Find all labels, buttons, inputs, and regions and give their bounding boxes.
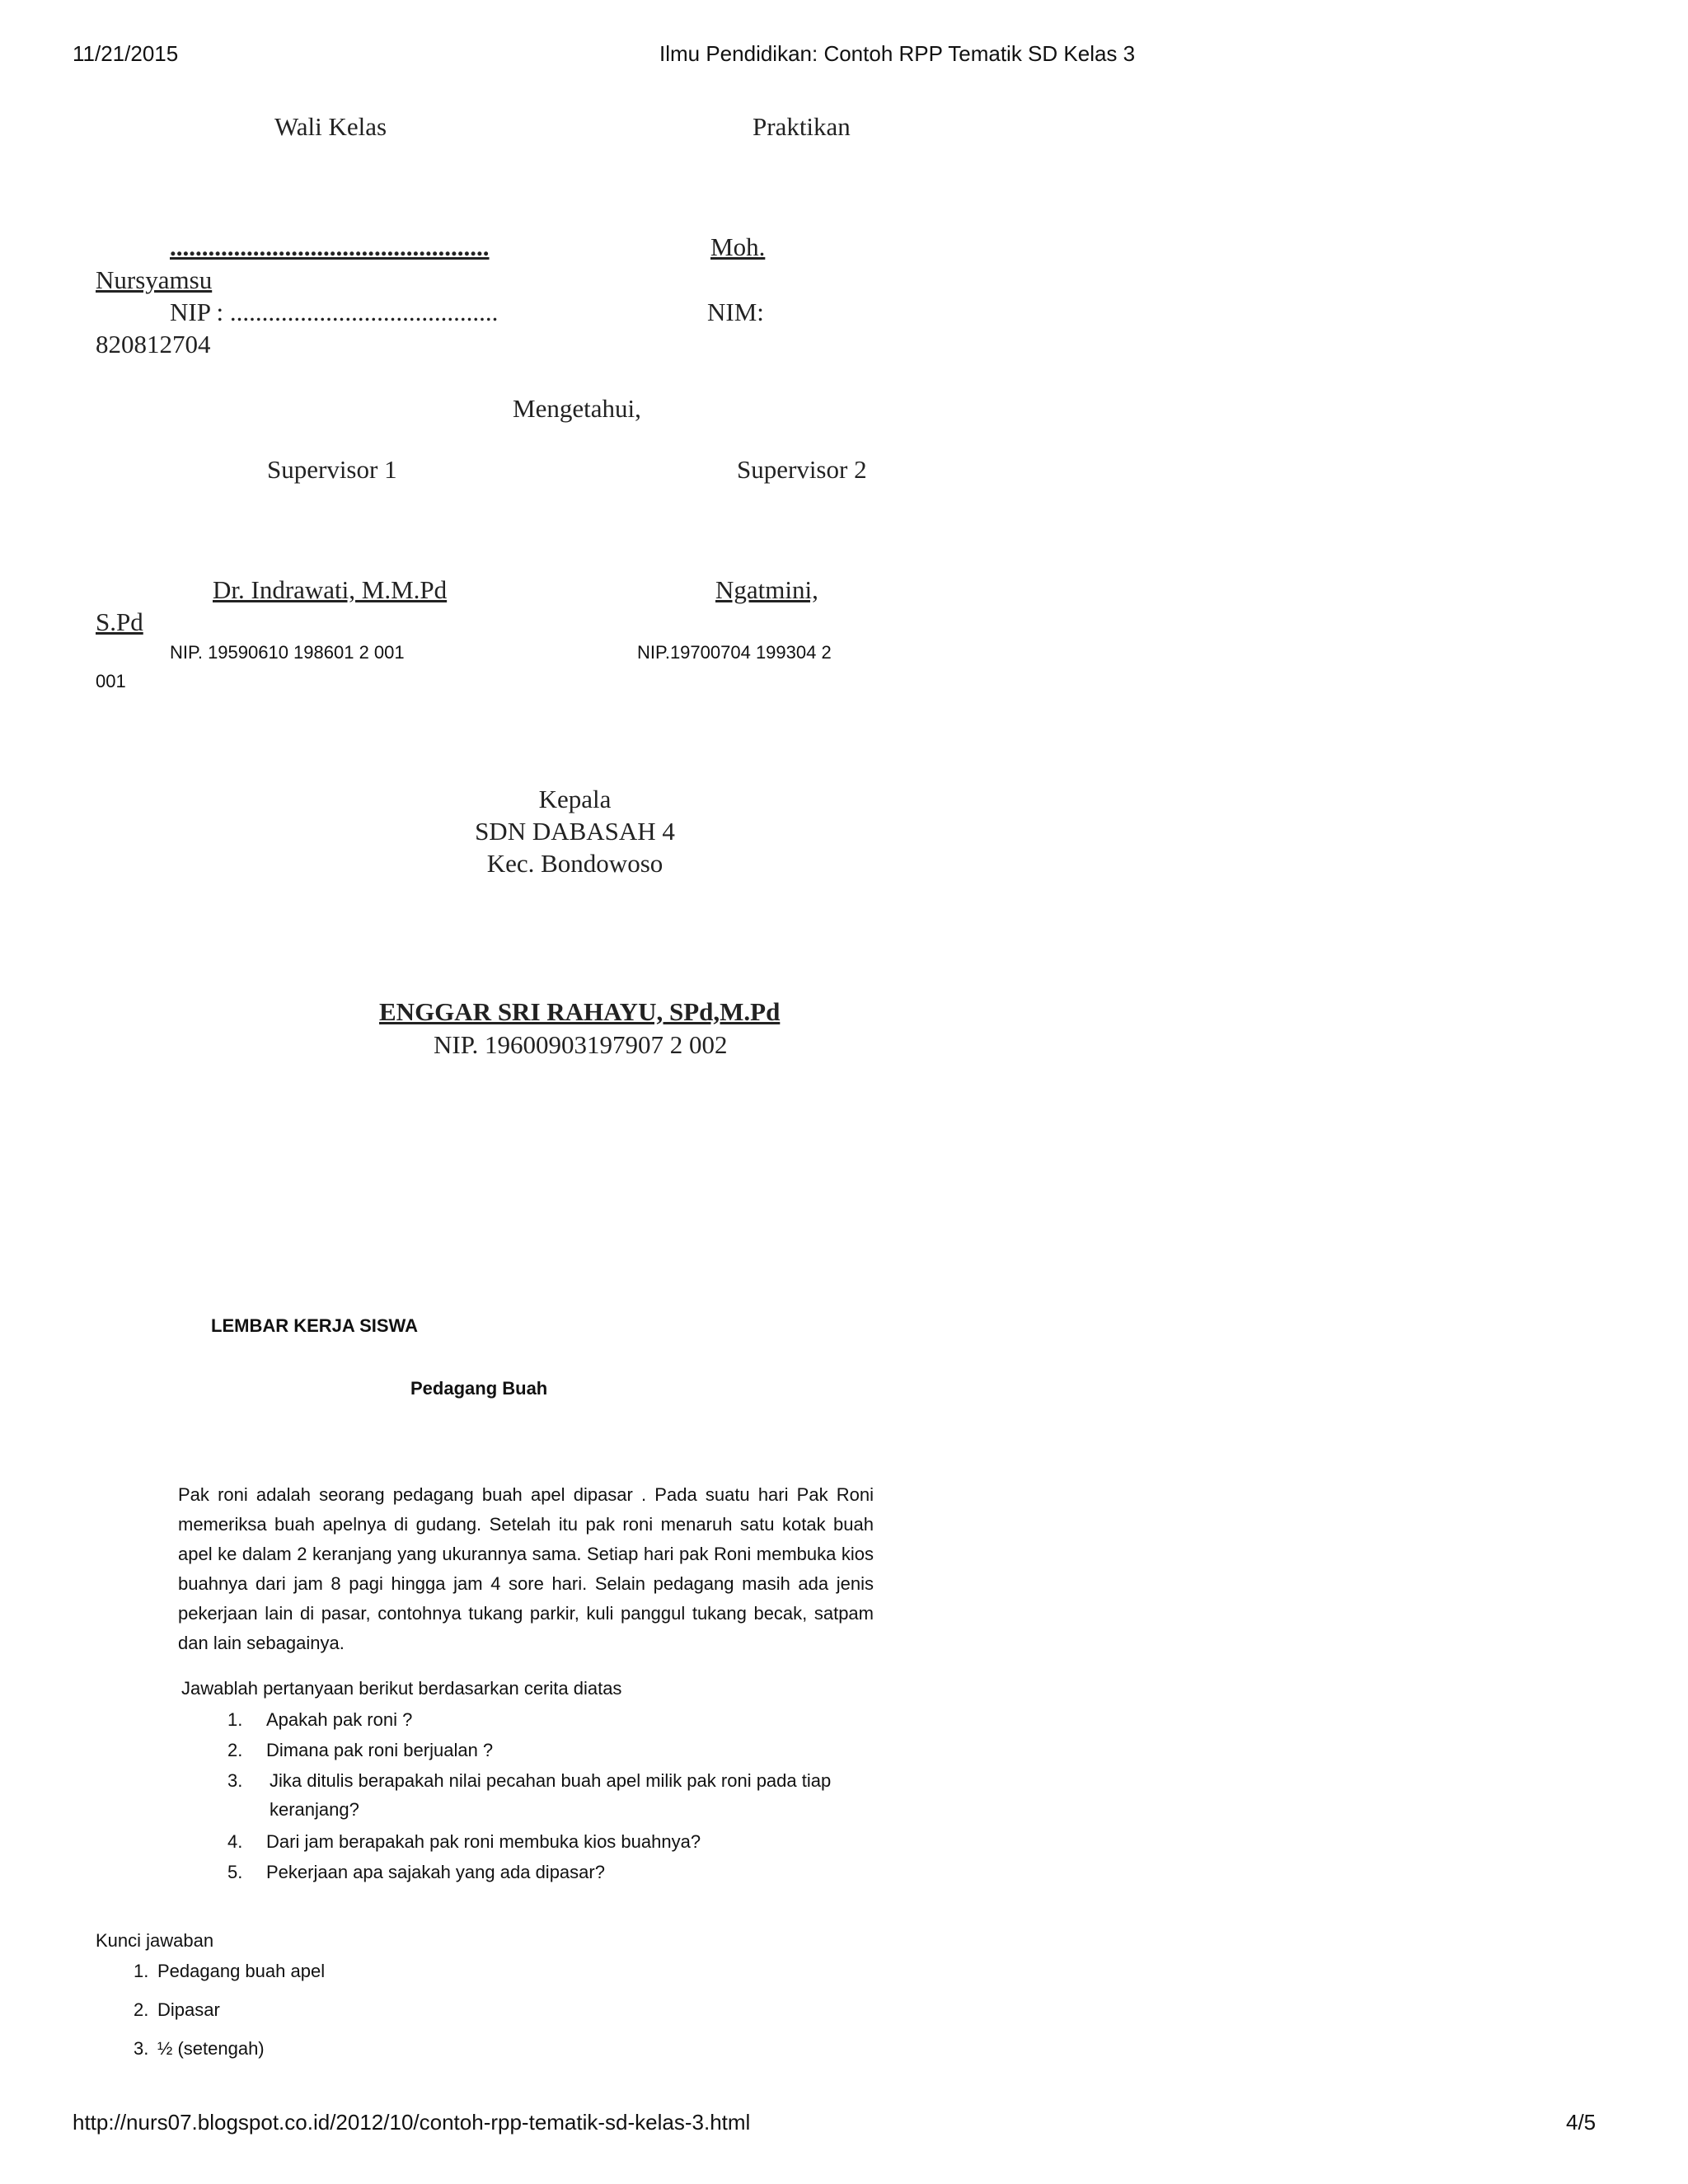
question-number: 1. xyxy=(227,1709,243,1730)
supervisor1-label: Supervisor 1 xyxy=(267,455,397,484)
question-text: Pekerjaan apa sajakah yang ada dipasar? xyxy=(266,1862,605,1882)
question-text: Dimana pak roni berjualan ? xyxy=(266,1740,494,1760)
answer-number: 3. xyxy=(134,2038,149,2059)
supervisor2-name-rest: S.Pd xyxy=(96,607,143,636)
kepala-line3: Kec. Bondowoso xyxy=(486,849,663,878)
question-number: 4. xyxy=(227,1831,243,1852)
answer-text: Dipasar xyxy=(157,1999,220,2020)
answer-key-label: Kunci jawaban xyxy=(96,1930,214,1951)
worksheet-subtitle: Pedagang Buah xyxy=(410,1378,548,1399)
praktikan-nim-label: NIM: xyxy=(707,298,764,326)
worksheet-title: LEMBAR KERJA SISWA xyxy=(211,1315,418,1336)
kepala-line2: SDN DABASAH 4 xyxy=(475,817,675,846)
footer-url[interactable]: http://nurs07.blogspot.co.id/2012/10/contoh-rpp-tematik-sd-kelas-3.html xyxy=(73,2110,751,2135)
mengetahui-label: Mengetahui, xyxy=(513,394,641,423)
praktikan-label: Praktikan xyxy=(753,112,851,141)
kepala-name: ENGGAR SRI RAHAYU, SPd,M.Pd xyxy=(379,997,781,1026)
kepala-nip: NIP. 19600903197907 2 002 xyxy=(434,1030,728,1059)
question-text: Apakah pak roni ? xyxy=(266,1709,413,1730)
wali-kelas-label: Wali Kelas xyxy=(274,112,387,141)
question-text-continued: keranjang? xyxy=(270,1799,359,1820)
question-number: 3. xyxy=(227,1770,243,1791)
praktikan-nim-value: 820812704 xyxy=(96,330,211,359)
answer-number: 2. xyxy=(134,1999,149,2020)
wali-kelas-nip: NIP : .......................................... xyxy=(170,298,499,326)
question-text: Jika ditulis berapakah nilai pecahan buah apel milik pak roni pada tiap xyxy=(270,1770,832,1791)
supervisor2-name-first: Ngatmini, xyxy=(715,575,818,604)
supervisor2-label: Supervisor 2 xyxy=(737,455,867,484)
question-text: Dari jam berapakah pak roni membuka kios buahnya? xyxy=(266,1831,701,1852)
supervisor1-nip: NIP. 19590610 198601 2 001 xyxy=(170,642,405,663)
answer-number: 1. xyxy=(134,1961,149,1981)
praktikan-name-rest: Nursyamsu xyxy=(96,265,213,294)
answer-text: Pedagang buah apel xyxy=(157,1961,326,1981)
worksheet-story: Pak roni adalah seorang pedagang buah apel dipasar . Pada suatu hari Pak Roni memeriksa buah apelnya di gudang. Setelah itu pak roni menaruh satu kotak buah apel ke dalam 2 keranjang yang ukurannya sama. Setiap hari pak Roni membuka kios buahnya dari jam 8 pagi hingga jam 4 sore hari. Selain pedagang masih ada jenis pekerjaan lain di pasar, contohnya tukang parkir, kuli panggul tukang becak, satpam dan lain sebagainya. xyxy=(178,1484,874,1653)
print-title: Ilmu Pendidikan: Contoh RPP Tematik SD Kelas 3 xyxy=(659,41,1136,66)
praktikan-name-first: Moh. xyxy=(710,232,766,261)
supervisor2-nip-rest: 001 xyxy=(96,671,126,691)
question-number: 2. xyxy=(227,1740,243,1760)
worksheet-instruction: Jawablah pertanyaan berikut berdasarkan cerita diatas xyxy=(181,1678,622,1699)
answer-text: ½ (setengah) xyxy=(157,2038,265,2059)
kepala-line1: Kepala xyxy=(538,785,612,813)
page-number: 4/5 xyxy=(1566,2110,1597,2135)
wali-kelas-signature-line: .................................................. xyxy=(170,232,490,261)
supervisor1-name: Dr. Indrawati, M.M.Pd xyxy=(213,575,448,604)
supervisor2-nip-first: NIP.19700704 199304 2 xyxy=(637,642,832,663)
print-date: 11/21/2015 xyxy=(73,41,179,66)
question-number: 5. xyxy=(227,1862,243,1882)
